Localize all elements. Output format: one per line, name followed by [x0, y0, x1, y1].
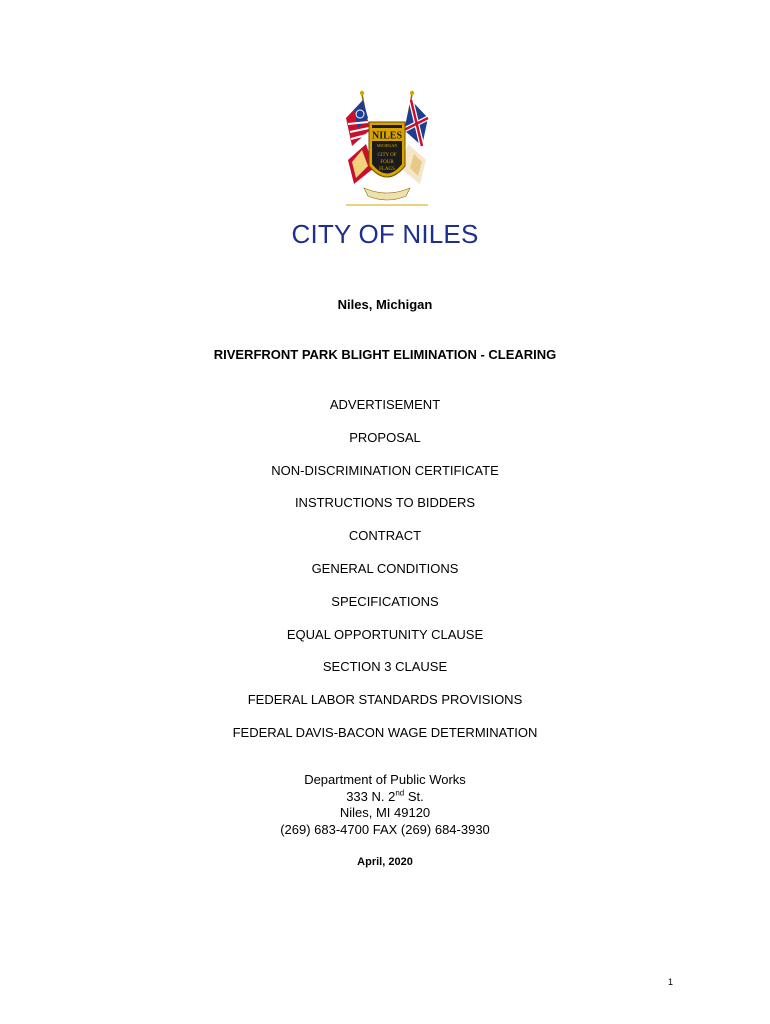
- contents-list: [0, 397, 770, 758]
- contents-item: FEDERAL LABOR STANDARDS PROVISIONS: [247, 692, 523, 708]
- contents-item: INSTRUCTIONS TO BIDDERS: [294, 495, 476, 511]
- project-title: RIVERFRONT PARK BLIGHT ELIMINATION - CLEARING: [213, 347, 557, 362]
- contents-item: SPECIFICATIONS: [331, 593, 439, 609]
- seal-text-city-of: CITY OF: [377, 153, 397, 158]
- contents-item: NON-DISCRIMINATION CERTIFICATE: [271, 462, 499, 478]
- street-address: 333 N. 2nd St.: [346, 788, 424, 804]
- department-address: [0, 772, 770, 838]
- seal-text-four: FOUR: [380, 160, 394, 165]
- city-seal-logo: [342, 88, 432, 206]
- contents-item: ADVERTISEMENT: [329, 397, 441, 412]
- contents-item: PROPOSAL: [349, 429, 421, 445]
- document-date: April, 2020: [357, 856, 413, 868]
- contents-item: EQUAL OPPORTUNITY CLAUSE: [286, 626, 484, 642]
- contents-item: SECTION 3 CLAUSE: [322, 659, 448, 675]
- page-number: 1: [668, 977, 674, 987]
- contents-item: GENERAL CONDITIONS: [311, 560, 459, 576]
- page-title: CITY OF NILES: [291, 219, 479, 249]
- seal-text-flags: FLAGS: [379, 167, 395, 172]
- phone-fax: (269) 683-4700 FAX (269) 684-3930: [280, 821, 490, 837]
- seal-text-niles: NILES: [371, 130, 403, 142]
- contents-item: FEDERAL DAVIS-BACON WAGE DETERMINATION: [232, 724, 538, 740]
- seal-text-michigan: MICHIGAN: [376, 143, 398, 148]
- city-state-zip: Niles, MI 49120: [339, 805, 431, 820]
- contents-item: CONTRACT: [348, 528, 422, 544]
- location-subtitle: Niles, Michigan: [337, 297, 433, 312]
- department-name: Department of Public Works: [304, 772, 466, 787]
